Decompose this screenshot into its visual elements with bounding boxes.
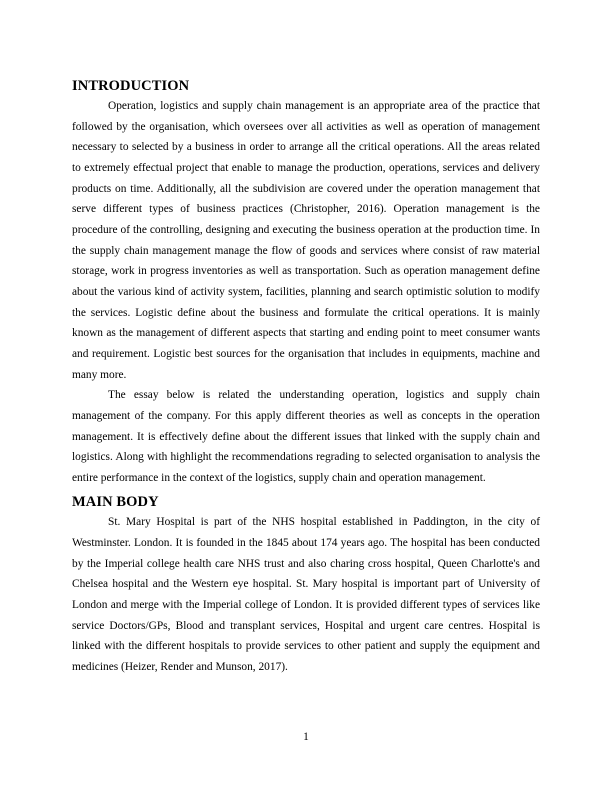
main-body-heading: MAIN BODY	[72, 494, 159, 511]
page-number: 1	[303, 731, 309, 743]
main-body-paragraph-1: St. Mary Hospital is part of the NHS hospital established in Paddington, in the city of Westminster. London. It is founded in the 1845 about 174 years ago. The hospital has been conducted by the Imperial college health care NHS trust and also charing cross hospital, Queen Charlotte's and Chelsea hospital and the Western eye hospital. St. Mary hospital is important part of University of London and merge with the Imperial college of London. It is provided different types of services like service Doctors/GPs, Blood and transplant services, Hospital and urgent care centres. Hospital is linked with the different hospitals to provide services to other patient and supply the equipment and medicines (Heizer, Render and Munson, 2017).	[72, 516, 540, 674]
introduction-heading: INTRODUCTION	[72, 78, 190, 94]
introduction-paragraph-2: The essay below is related the understanding operation, logistics and supply chain management of the company. For this apply different theories as well as concepts in the operation management. It is effectively define about the different issues that linked with the supply chain and logistics. Along with highlight the recommendations regrading to selected organisation to analysis the entire performance in the context of the logistics, supply chain and operation management.	[72, 389, 540, 484]
page-content	[72, 76, 540, 678]
introduction-paragraph-1: Operation, logistics and supply chain management is an appropriate area of the practice that followed by the organisation, which oversees over all activities as well as operation of management necessary to selected by a business in order to arrange all the critical operations. All the areas related to extremely effectual project that enable to manage the production, operations, services and delivery products on time. Additionally, all the subdivision are covered under the operation management that serve different types of business practices (Christopher, 2016). Operation management is the procedure of the controlling, designing and executing the business operation at the production time. In the supply chain management manage the flow of goods and services where consist of raw material storage, work in progress inventories as well as transportation. Such as operation management define about the various kind of activity system, facilities, planning and search optimistic solution to modify the services. Logistic define about the business and formulate the critical operations. It is mainly known as the management of different aspects that starting and ending point to meet consumer wants and requirement. Logistic best sources for the organisation that includes in equipments, machine and many more.	[72, 100, 540, 381]
